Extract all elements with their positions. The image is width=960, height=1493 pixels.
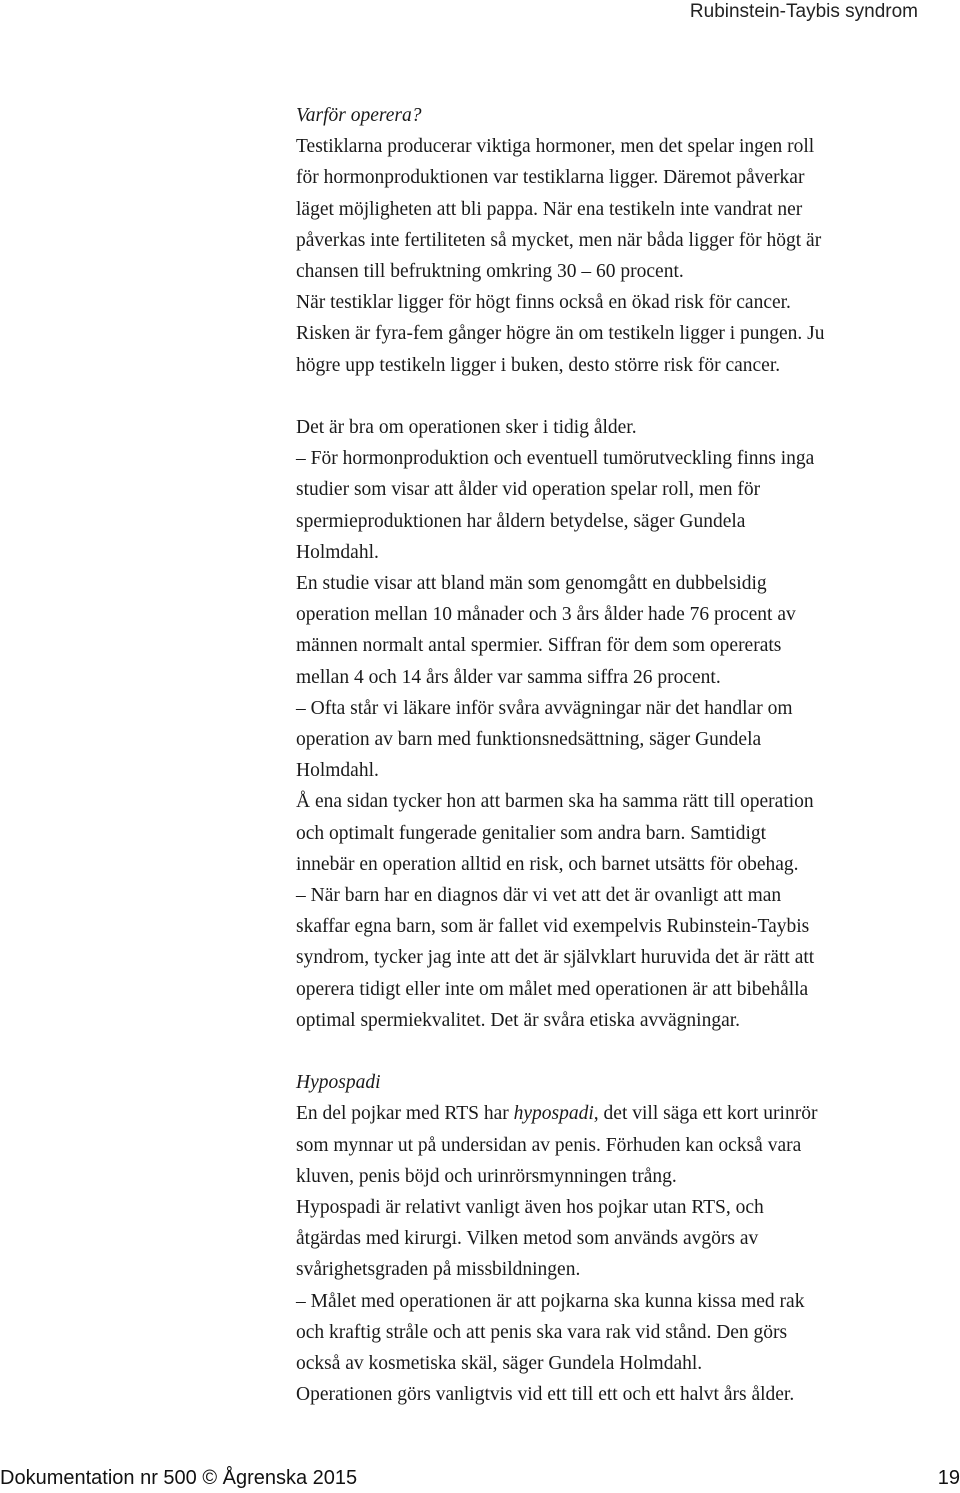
- body-line: operation av barn med funktionsnedsättning, säger Gundela: [296, 729, 762, 751]
- body-line: och optimalt fungerade genitalier som andra barn. Samtidigt: [296, 822, 767, 844]
- body-line: mellan 4 och 14 års ålder var samma siffra 26 procent.: [296, 666, 721, 688]
- body-line: Å ena sidan tycker hon att barmen ska ha samma rätt till operation: [296, 791, 814, 813]
- body-line: svårighetsgraden på missbildningen.: [296, 1259, 581, 1281]
- body-line: – När barn har en diagnos där vi vet att det är ovanligt att man: [296, 885, 782, 907]
- paragraph-spacer: [296, 1036, 936, 1067]
- body-line: studier som visar att ålder vid operation spelar roll, men för: [296, 479, 761, 501]
- body-line: operera tidigt eller inte om målet med operationen är att bibehålla: [296, 978, 809, 1000]
- body-line: chansen till befruktning omkring 30 – 60 procent.: [296, 261, 684, 283]
- body-line: och kraftig stråle och att penis ska vara rak vid stånd. Den görs: [296, 1321, 788, 1343]
- body-line: Operationen görs vanligtvis vid ett till ett och ett halvt års ålder.: [296, 1384, 795, 1406]
- article-body: [296, 100, 936, 1411]
- body-line: En studie visar att bland män som genomgått en dubbelsidig: [296, 573, 767, 595]
- body-text: En del pojkar med RTS har: [296, 1103, 514, 1125]
- body-line: spermieproduktionen har åldern betydelse, säger Gundela: [296, 510, 746, 532]
- body-line: innebär en operation alltid en risk, och barnet utsätts för obehag.: [296, 853, 799, 875]
- body-line: som mynnar ut på undersidan av penis. Förhuden kan också vara: [296, 1134, 802, 1156]
- body-line: [296, 1098, 936, 1129]
- running-header: Rubinstein-Taybis syndrom: [689, 1, 918, 22]
- body-line: Holmdahl.: [296, 760, 379, 782]
- body-line: för hormonproduktionen var testiklarna ligger. Däremot påverkar: [296, 167, 805, 189]
- body-line: kluven, penis böjd och urinrörsmynningen trång.: [296, 1165, 677, 1187]
- body-line: skaffar egna barn, som är fallet vid exempelvis Rubinstein-Taybis: [296, 916, 810, 938]
- term-hypospadi: hypospadi: [513, 1103, 594, 1125]
- section-heading-hypospadi: Hypospadi: [296, 1072, 381, 1094]
- body-line: åtgärdas med kirurgi. Vilken metod som används avgörs av: [296, 1228, 759, 1250]
- body-line: Testiklarna producerar viktiga hormoner, men det spelar ingen roll: [296, 136, 815, 158]
- paragraph-spacer: [296, 381, 936, 412]
- body-line: – För hormonproduktion och eventuell tumörutveckling finns inga: [296, 448, 815, 470]
- body-line: Hypospadi är relativt vanligt även hos pojkar utan RTS, och: [296, 1197, 764, 1219]
- body-line: högre upp testikeln ligger i buken, desto större risk för cancer.: [296, 354, 781, 376]
- body-line: När testiklar ligger för högt finns också en ökad risk för cancer.: [296, 292, 791, 314]
- body-line: läget möjligheten att bli pappa. När ena testikeln inte vandrat ner: [296, 198, 803, 220]
- body-line: männen normalt antal spermier. Siffran för dem som opererats: [296, 635, 782, 657]
- body-line: Det är bra om operationen sker i tidig ålder.: [296, 417, 637, 439]
- body-line: operation mellan 10 månader och 3 års ålder hade 76 procent av: [296, 604, 796, 626]
- body-line: – Målet med operationen är att pojkarna ska kunna kissa med rak: [296, 1290, 805, 1312]
- section-heading-why-operate: Varför operera?: [296, 105, 422, 126]
- body-line: Risken är fyra-fem gånger högre än om testikeln ligger i pungen. Ju: [296, 323, 825, 345]
- body-line: påverkas inte fertiliteten så mycket, men när båda ligger för högt är: [296, 229, 822, 251]
- footer-publication: Dokumentation nr 500 © Ågrenska 2015: [0, 1467, 358, 1489]
- body-line: också av kosmetiska skäl, säger Gundela Holmdahl.: [296, 1353, 703, 1375]
- body-line: – Ofta står vi läkare inför svåra avvägningar när det handlar om: [296, 697, 793, 719]
- body-line: optimal spermiekvalitet. Det är svåra etiska avvägningar.: [296, 1009, 741, 1031]
- body-text: , det vill säga ett kort urinrör: [593, 1103, 818, 1125]
- body-line: Holmdahl.: [296, 541, 379, 563]
- body-line: syndrom, tycker jag inte att det är självklart huruvida det är rätt att: [296, 947, 815, 969]
- page-number: 19: [937, 1467, 960, 1489]
